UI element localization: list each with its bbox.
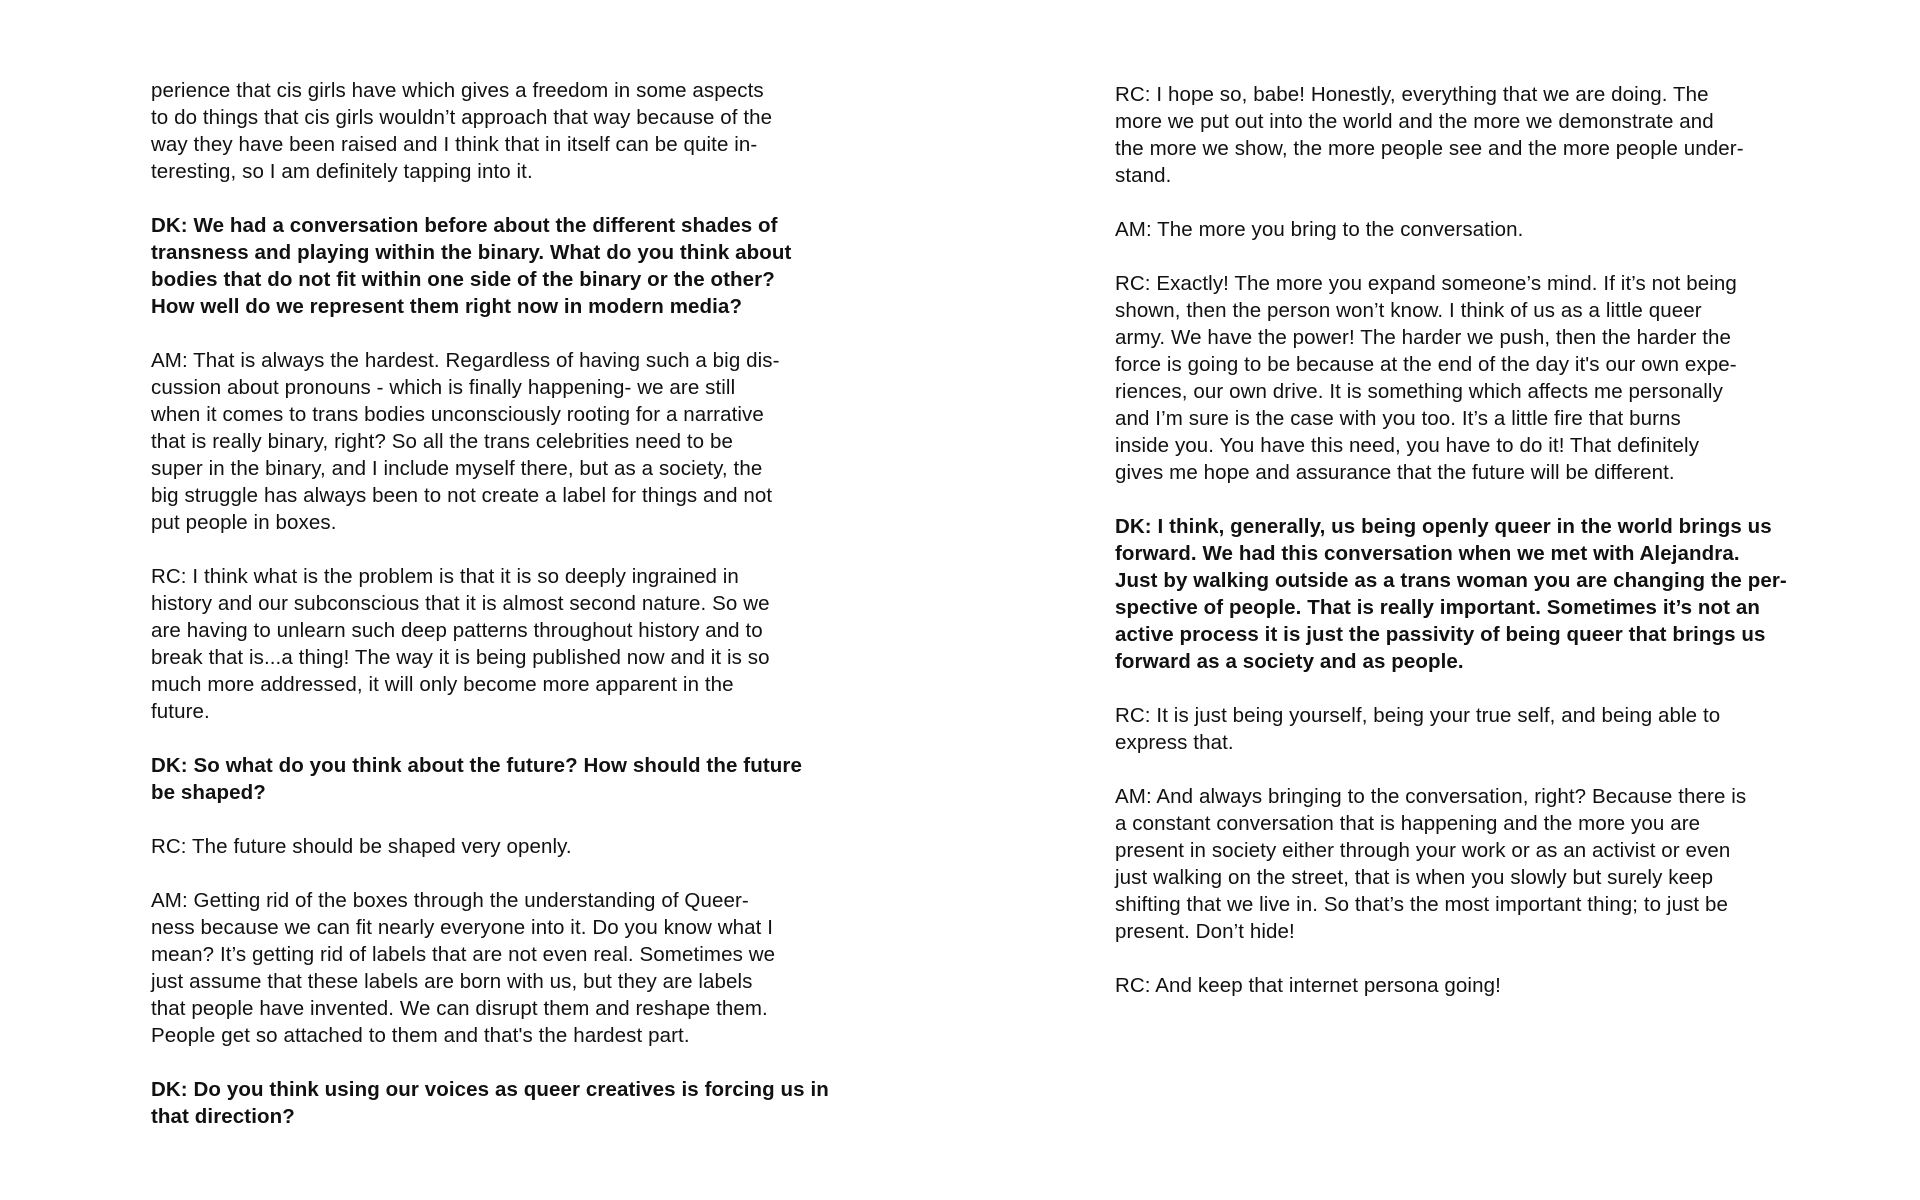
paragraph: AM: Getting rid of the boxes through the understanding of Queer- ness because we can fit nearly everyone into it. Do you know what I mean? It’s getting rid of labels that are not even real. Sometimes we just assume that these labels are born with us, but they are labels that people have invented. We can disrupt them and reshape them. People get so attached to them and that's the hardest part. <box>151 889 776 1047</box>
paragraph: RC: I think what is the problem is that it is so deeply ingrained in history and our subconscious that it is almost second nature. So we are having to unlearn such deep patterns throughout history and to break that is...a thing! The way it is being published now and it is so much more addressed, it will only become more apparent in the future. <box>151 565 770 723</box>
paragraph: perience that cis girls have which gives a freedom in some aspects to do things that cis girls wouldn’t approach that way because of the way they have been raised and I think that in itself can be quite in- teresting, so I am definitely tapping into it. <box>151 79 773 183</box>
paragraph: RC: It is just being yourself, being your true self, and being able to express that. <box>1115 704 1721 754</box>
paragraph: RC: And keep that internet persona going! <box>1115 974 1501 997</box>
paragraph: RC: I hope so, babe! Honestly, everything that we are doing. The more we put out into the world and the more we demonstrate and the more we show, the more people see and the more people under- stand. <box>1115 83 1744 187</box>
right-text-column <box>1115 81 1805 1026</box>
left-text-column <box>151 77 841 1157</box>
question-paragraph: DK: Do you think using our voices as queer creatives is forcing us in that direction? <box>151 1078 829 1128</box>
paragraph: AM: That is always the hardest. Regardless of having such a big dis- cussion about pronouns - which is finally happening- we are still when it comes to trans bodies unconsciously rooting for a narrative that is really binary, right? So all the trans celebrities need to be super in the binary, and I include myself there, but as a society, the big struggle has always been to not create a label for things and not put people in boxes. <box>151 349 780 534</box>
paragraph: AM: And always bringing to the conversation, right? Because there is a constant conversation that is happening and the more you are present in society either through your work or as an activist or even just walking on the street, that is when you slowly but surely keep shifting that we live in. So that’s the most important thing; to just be present. Don’t hide! <box>1115 785 1747 943</box>
question-paragraph: DK: So what do you think about the future? How should the future be shaped? <box>151 754 802 804</box>
right-page <box>960 0 1920 1200</box>
question-paragraph: DK: We had a conversation before about the different shades of transness and playing within the binary. What do you think about bodies that do not fit within one side of the binary or the other? How well do we represent them right now in modern media? <box>151 214 792 318</box>
paragraph: AM: The more you bring to the conversation. <box>1115 218 1524 241</box>
paragraph: RC: Exactly! The more you expand someone’s mind. If it’s not being shown, then the person won’t know. I think of us as a little queer army. We have the power! The harder we push, then the harder the force is going to be because at the end of the day it's our own expe- riences, our own drive. It is something which affects me personally and I’m sure is the case with you too. It’s a little fire that burns inside you. You have this need, you have to do it! That definitely gives me hope and assurance that the future will be different. <box>1115 272 1737 484</box>
paragraph: RC: The future should be shaped very openly. <box>151 835 572 858</box>
question-paragraph: DK: I think, generally, us being openly queer in the world brings us forward. We had this conversation when we met with Alejandra. Just by walking outside as a trans woman you are changing the per- spective of people. That is really important. Sometimes it’s not an active process it is just the passivity of being queer that brings us forward as a society and as people. <box>1115 515 1787 673</box>
